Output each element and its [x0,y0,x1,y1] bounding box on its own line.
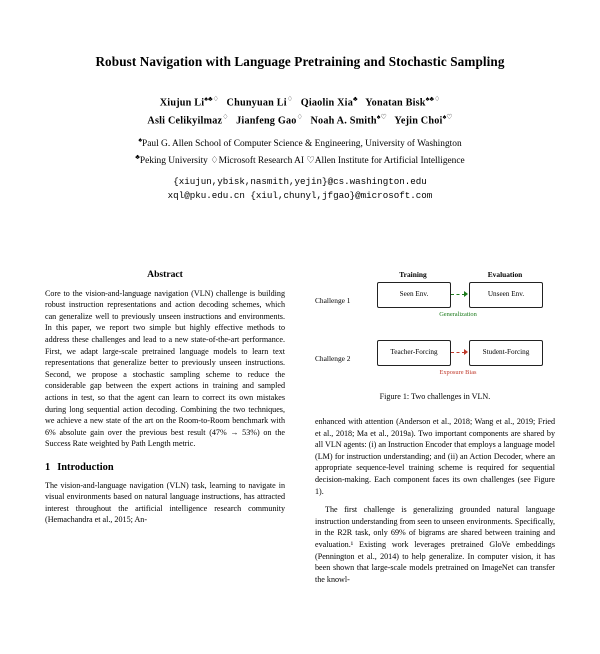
left-column [45,269,285,526]
figure-arrow-exposure-bias [451,352,465,353]
author-name: Noah A. Smith [310,115,377,127]
author-name: Jianfeng Gao [236,115,297,127]
section-title: Introduction [57,461,114,473]
author-name: Yonatan Bisk [365,97,426,109]
figure-box-teacher-forcing: Teacher-Forcing [377,340,451,366]
right-paragraph-2: The first challenge is generalizing grounded natural language instruction understanding from seen to unseen environments. Specifically, in the R2R task, only 69% of bigrams are shared between training and evaluation.¹ Existing work leverages pretrained GloVe embeddings (Pennington et al., 2014) to help generalize. In computer vision, it has been shown that large-scale models pretrained on ImageNet can transfer the knowl- [315,505,555,584]
figure-annotation-exposure-bias: Exposure Bias [439,369,477,376]
figure-box-student-forcing: Student-Forcing [469,340,543,366]
section-number: 1 [45,461,51,473]
email-line: {xiujun,ybisk,nasmith,yejin}@cs.washington.edu [173,176,427,188]
author-affil-marker: ♠♣♢ [425,95,441,103]
abstract-paragraph: Core to the vision-and-language navigation (VLN) challenge is building robust instruction representations and action decoding schemes, which can generalize well to previously unseen instructions and environments. In this paper, we report two simple but highly effective methods to address these challenges and lead to a new state-of-the-art performance. First, we adapt large-scale pretrained language models to learn text representations that generalize better to previously unseen instructions. Second, we propose a stochastic sampling scheme to reduce the considerable gap between the expert actions in training and sampled actions in test, so that the agent can learn to correct its own mistakes during long sequential action decoding. Combining the two techniques, we achieve a new state of the art on the Room-to-Room benchmark with 6% absolute gain over the previous best result (47% → 53%) on the Success Rate weighted by Path Length metric. [45,288,285,449]
right-column [315,269,555,585]
author-affil-marker: ♠♡ [376,113,387,122]
author-affil-marker: ♢ [286,95,294,103]
author-name: Chunyuan Li [226,97,287,109]
affiliation-marker: ♣ [135,152,140,161]
author-affil-marker: ♠♡ [442,113,453,122]
author-affil-marker: ♢ [296,113,303,122]
email-line: xql@pku.edu.cn {xiul,chunyl,jfgao}@microsoft.com [167,190,433,202]
figure-box-unseen-env: Unseen Env. [469,282,543,308]
figure-row-label-challenge-1: Challenge 1 [315,296,351,305]
figure-row-label-challenge-2: Challenge 2 [315,354,351,363]
figure-box-seen-env: Seen Env. [377,282,451,308]
affiliation-row [0,134,600,151]
author-name: Xiujun Li [159,97,205,109]
affiliation-text: Peking University ♢Microsoft Research AI ♡Allen Institute for Artificial Intelligence [139,156,465,167]
right-paragraph-1: enhanced with attention (Anderson et al., 2018; Wang et al., 2019; Fried et al., 2018; Ma et al., 2019a). Two important components are shared by all VLN agents: (i) an Instruction Encoder that employs a language model (LM) for instruction understanding; and (ii) an Action Decoder, where an appropriate sequence-level training scheme is required for sequential decision-making. Each component faces its own challenges (see Figure 1). [315,417,555,496]
author-name: Asli Celikyilmaz [147,115,223,127]
section-heading-introduction [45,462,285,474]
email-block [0,175,600,203]
figure-column-header-training: Training [399,270,427,279]
figure-caption: Figure 1: Two challenges in VLN. [379,392,491,401]
author-name: Yejin Choi [394,115,443,127]
author-name: Qiaolin Xia [300,97,353,109]
figure-column-header-evaluation: Evaluation [487,270,523,279]
intro-paragraph: The vision-and-language navigation (VLN) task, learning to navigate in visual environments based on natural language instructions, has attracted interest throughout the artificial intelligence research community (Hemachandra et al., 2015; An- [45,480,285,525]
abstract-body [45,288,285,450]
affiliation-row [0,151,600,168]
author-affil-marker: ♣ [353,95,358,103]
page-title: Robust Navigation with Language Pretraining and Stochastic Sampling [95,54,505,69]
paper-page [0,54,600,654]
author-row [0,110,600,128]
figure-arrowhead-exposure-bias [464,349,468,355]
body-columns [0,269,600,654]
author-row [0,92,600,110]
author-list [0,92,600,129]
affiliation-text: Paul G. Allen School of Computer Science & Engineering, University of Washington [142,138,462,149]
figure-annotation-generalization: Generalization [439,311,477,318]
figure-arrow-generalization [451,294,465,295]
figure-arrowhead-generalization [464,291,468,297]
affiliation-marker: ♠ [138,135,143,144]
affiliation-list [0,134,600,168]
abstract-heading: Abstract [147,269,183,280]
figure-1 [315,269,555,411]
author-affil-marker: ♢ [222,113,229,122]
author-affil-marker: ♠♣♢ [204,95,219,103]
